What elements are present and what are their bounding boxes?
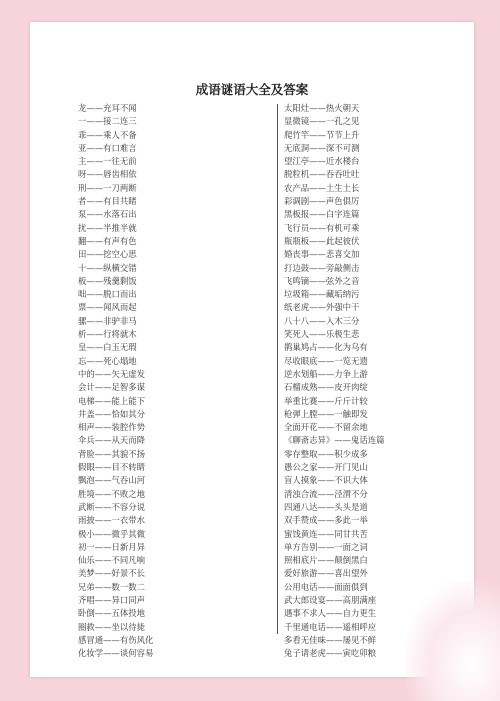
riddle-entry: 中的——矢无虚发 [78,368,145,379]
riddle-entry: 忘——死心塌地 [78,355,137,366]
riddle-entry: 卧倒——五体投地 [78,608,145,619]
riddle-entry: 零存整取——积少成多 [284,448,368,459]
riddle-entry: 咄——脱口而出 [78,289,137,300]
riddle-entry: 化妆学——谈何容易 [78,648,154,659]
riddle-entry: 齐唱——异口同声 [78,594,145,605]
riddle-entry: 乖——乘人不备 [78,129,137,140]
riddle-entry: 十——纵横交错 [78,262,137,273]
flower-decoration [405,581,500,701]
riddle-entry: 举重比赛——斤斤计较 [284,395,368,406]
riddle-entry: 者——有目共睹 [78,196,137,207]
riddle-entry: 极小——微乎其微 [78,528,145,539]
riddle-entry: 皇——白玉无瑕 [78,342,137,353]
riddle-entry: 望江亭——近水楼台 [284,156,360,167]
riddle-entry: 票——闻风而起 [78,302,137,313]
riddle-entry: 单方告别——一面之词 [284,541,368,552]
column-divider [277,104,278,634]
riddle-entry: 雨披——一衣带水 [78,515,145,526]
riddle-entry: 《聊斋志异》——鬼话连篇 [284,435,385,446]
riddle-entry: 兔子请老虎——寅吃卯粮 [284,648,377,659]
left-column [78,102,268,660]
riddle-entry: 泵——水落石出 [78,209,137,220]
riddle-entry: 圈救——坐以待毙 [78,621,145,632]
riddle-entry: 蜜饯黄连——同甘共苦 [284,528,368,539]
riddle-entry: 盲人摸象——不识大体 [284,475,368,486]
riddle-entry: 扰——半推半就 [78,222,137,233]
riddle-entry: 飞鸣镝——弦外之音 [284,275,360,286]
riddle-entry: 枪弹上膛——一触即发 [284,408,368,419]
riddle-entry: 无底洞——深不可测 [284,142,360,153]
riddle-entry: 胜境——不败之地 [78,488,145,499]
riddle-entry: 显微镜——一孔之见 [284,116,360,127]
riddle-entry: 打边鼓——旁敲侧击 [284,262,360,273]
riddle-entry: 感冒通——有伤风化 [78,634,154,645]
right-column [284,102,474,660]
riddle-entry: 八十八——入木三分 [284,315,360,326]
riddle-entry: 析——行将就木 [78,329,137,340]
riddle-entry: 假眼——目不转睛 [78,462,145,473]
riddle-entry: 刑——一刀两断 [78,182,137,193]
riddle-entry: 婚丧事——悲喜交加 [284,249,360,260]
riddle-entry: 瓶瓶板——此起彼伏 [284,235,360,246]
riddle-entry: 爱好旅游——喜出望外 [284,568,368,579]
riddle-entry: 彩调剧——声色俱厉 [284,196,360,207]
riddle-entry: 亚——有口难言 [78,142,137,153]
riddle-entry: 千里通电话——遥相呼应 [284,621,377,632]
riddle-entry: 太阳灶——热火朝天 [284,103,360,113]
riddle-entry: 照相底片——颠倒黑白 [284,555,368,566]
document-page [30,22,474,677]
riddle-entry: 武大郎设宴——高朋满座 [284,594,377,605]
riddle-entry: 板——残羹剩饭 [78,275,137,286]
riddle-entry: 电梯——能上能下 [78,395,145,406]
riddle-entry: 相声——装腔作势 [78,422,145,433]
riddle-entry: 飞行员——有机可乘 [284,222,360,233]
riddle-entry: 黑板报——白字连篇 [284,209,360,220]
riddle-entry: 飘泡——气吞山河 [78,475,145,486]
riddle-entry: 爬竹竿——节节上升 [284,129,360,140]
riddle-entry: 翻——有声有色 [78,235,137,246]
riddle-entry: 兄弟——数一数二 [78,581,145,592]
riddle-entry: 美梦——好景不长 [78,568,145,579]
riddle-entry: 脱粒机——吞吞吐吐 [284,169,360,180]
riddle-entry: 鹊巢鸠占——化为乌有 [284,342,368,353]
riddle-entry: 骡——非驴非马 [78,315,137,326]
riddle-entry: 全面开花——不留余地 [284,422,368,433]
riddle-entry: 龙——充耳不闻 [78,103,137,113]
riddle-entry: 愚公之家——开门见山 [284,462,368,473]
riddle-entry: 农产品——土生土长 [284,182,360,193]
riddle-entry: 井盖——恰如其分 [78,408,145,419]
riddle-entry: 初一——日新月异 [78,541,145,552]
riddle-entry: 背脸——其貌不扬 [78,448,145,459]
riddle-entry: 会计——足智多谋 [78,382,145,393]
riddle-entry: 垃圾箱——藏垢纳污 [284,289,360,300]
riddle-entry: 纸老虎——外强中干 [284,302,360,313]
riddle-entry: 呀——唇齿相依 [78,169,137,180]
riddle-entry: 武断——不容分说 [78,501,145,512]
riddle-entry: 双手赞成——多此一举 [284,515,368,526]
riddle-entry: 尽收眼底——一览无遗 [284,355,368,366]
riddle-entry: 田——挖空心思 [78,249,137,260]
riddle-entry: 四通八达——头头是道 [284,501,368,512]
riddle-entry: 逆水划船——力争上游 [284,368,368,379]
riddle-entry: 多看无佳味——屡见不鲜 [284,634,377,645]
riddle-entry: 主——一往无前 [78,156,137,167]
riddle-entry: 清浊合流——泾渭不分 [284,488,368,499]
riddle-entry: 一——接二连三 [78,116,137,127]
riddle-entry: 公用电话——面面俱到 [284,581,368,592]
page-title: 成语谜语大全及答案 [195,82,309,97]
riddle-entry: 伞兵——从天而降 [78,435,145,446]
riddle-entry: 仙乐——不同凡响 [78,555,145,566]
riddle-entry: 遇事不求人——自力更生 [284,608,377,619]
riddle-entry: 笑死人——乐极生悲 [284,329,360,340]
riddle-entry: 石榴成熟——皮开肉绽 [284,382,368,393]
